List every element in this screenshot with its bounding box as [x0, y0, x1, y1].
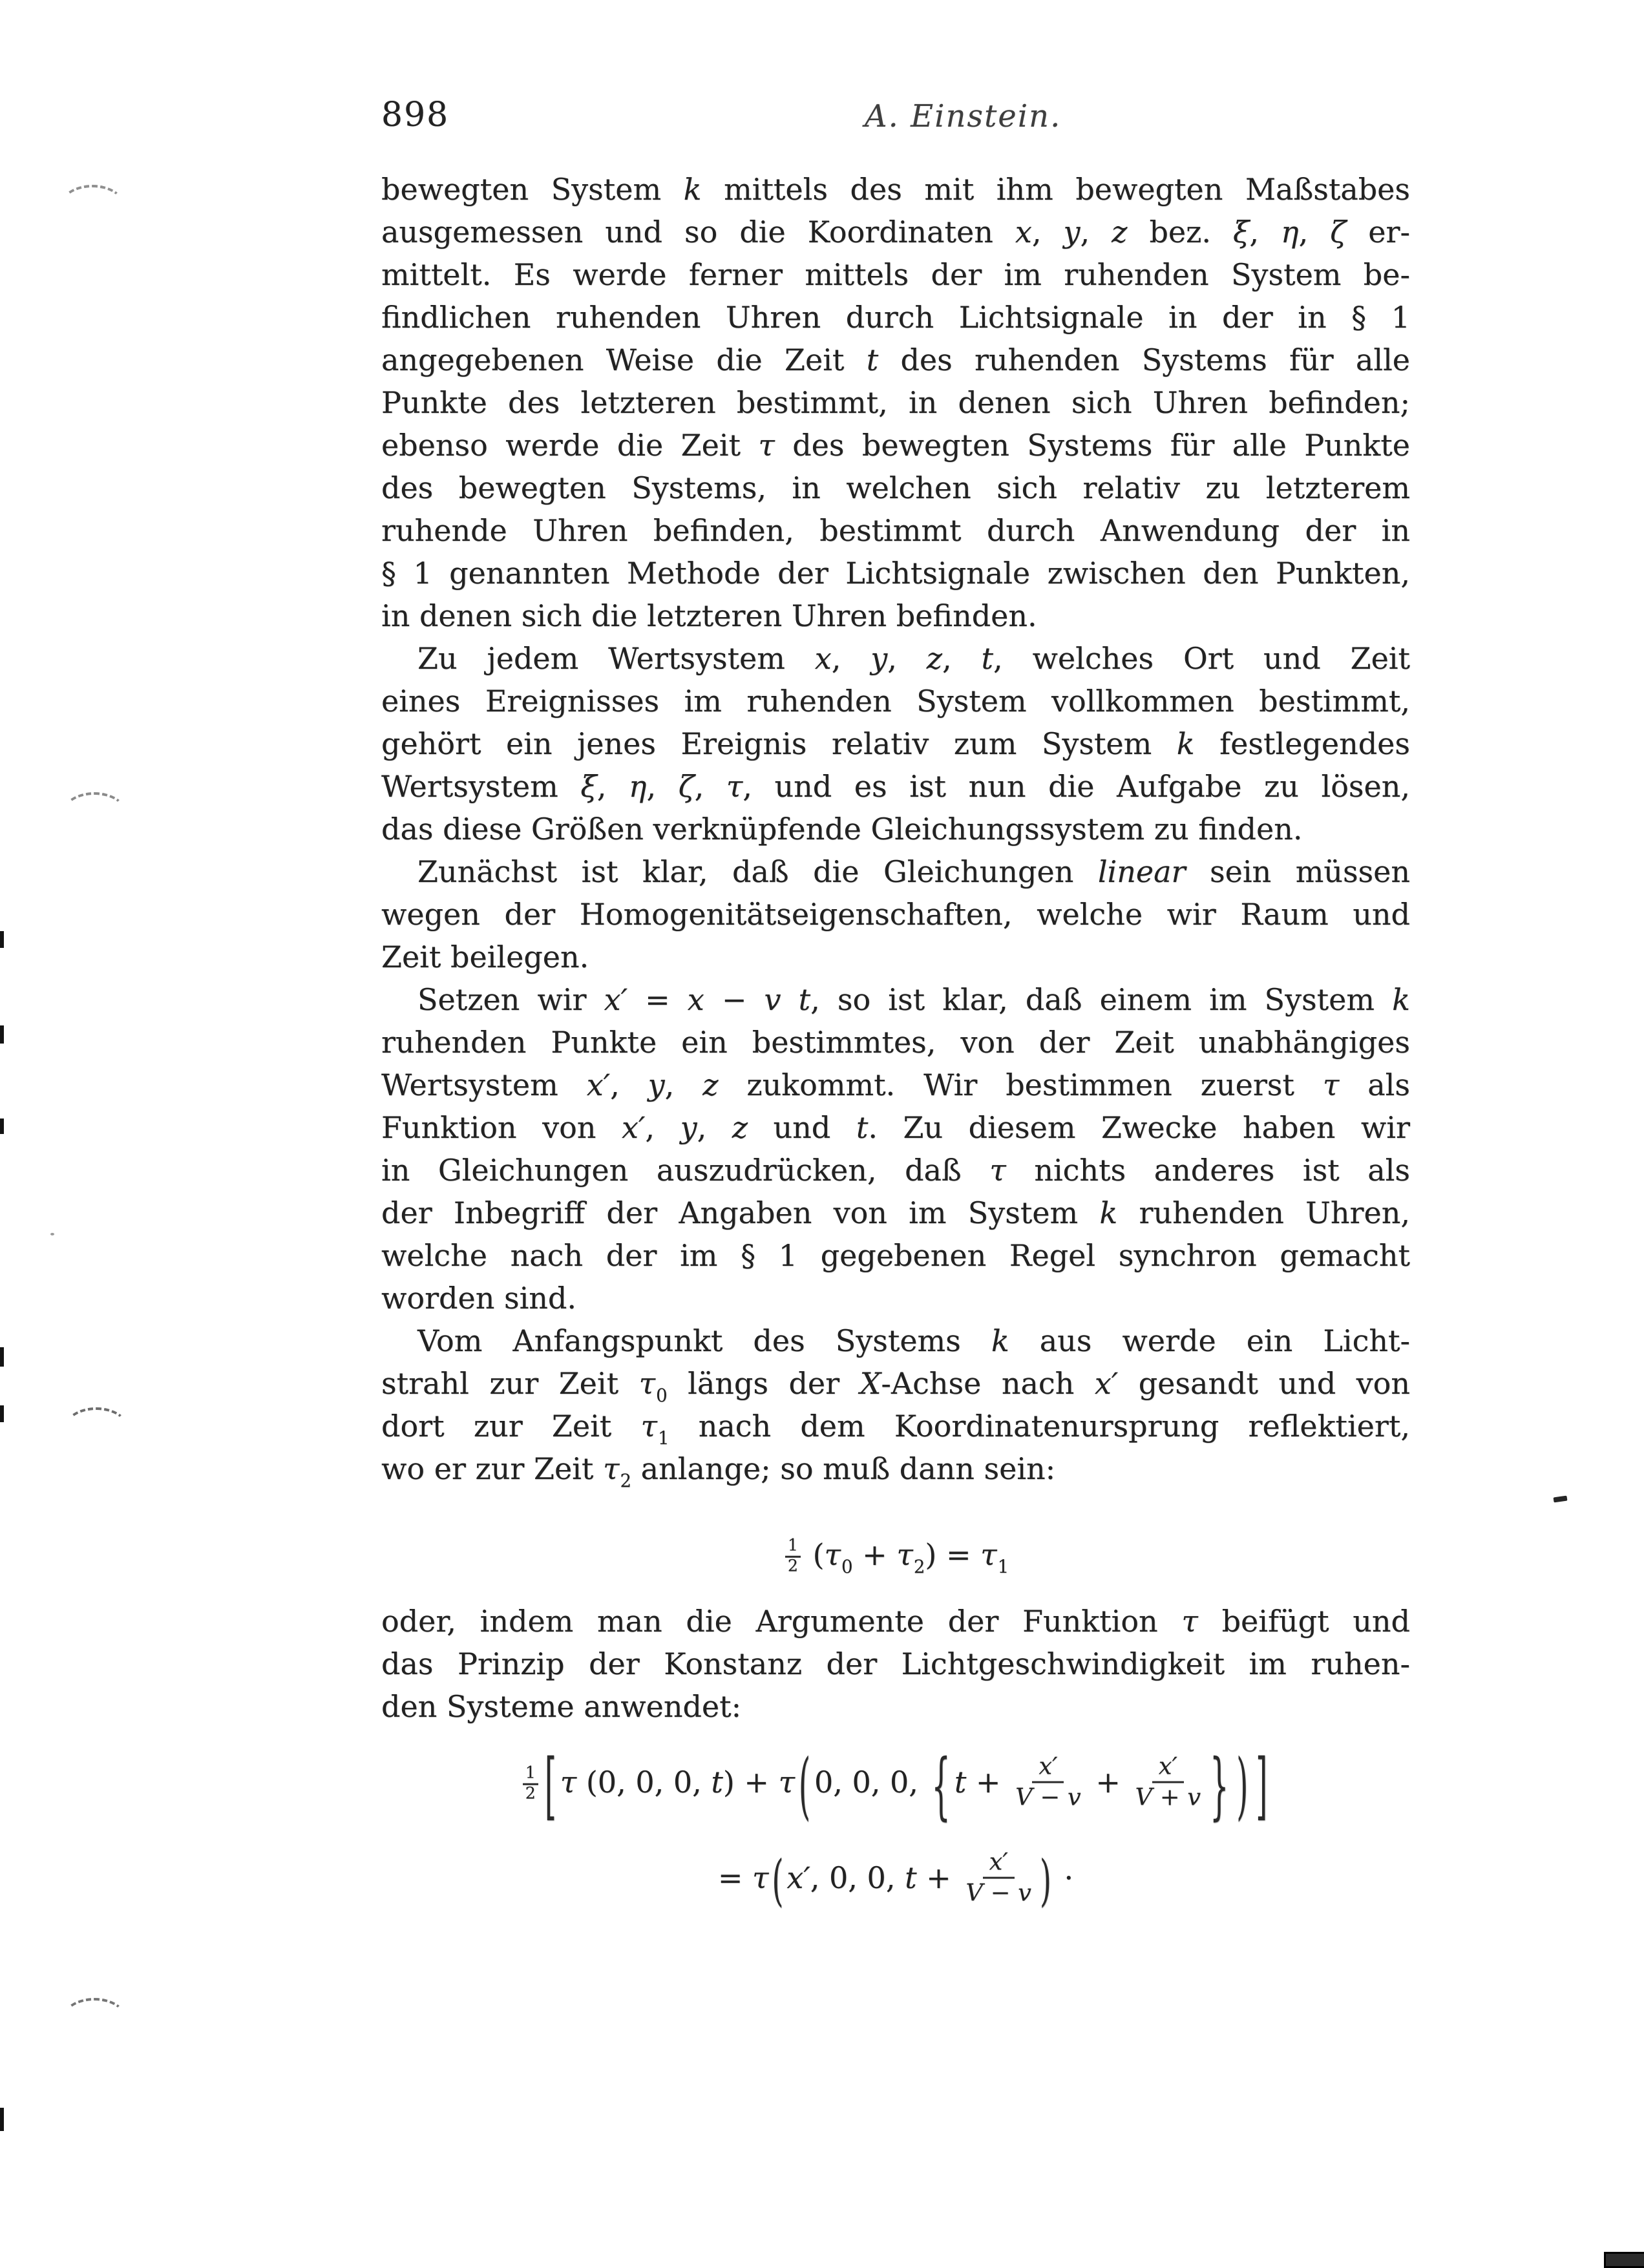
ink-dash-artifact	[1554, 1496, 1568, 1503]
margin-tick-artifact	[0, 1405, 4, 1422]
equation-tau-expanded-line1: $\frac{1}{2}$ [ τ (0, 0, 0, t) + τ ( 0, 0, 0, { t + $\frac{x'}{V - v}$ + $\frac{x'}{V + v}$ } ) ]	[381, 1732, 1410, 1832]
text-line: oder, indem man die Argumente der Funktion τ beifügt und	[381, 1604, 1410, 1639]
margin-tick-artifact	[0, 1118, 4, 1134]
text-line: Vom Anfangspunkt des Systems k aus werde ein Licht-	[417, 1323, 1410, 1358]
fraction: $\frac{x'}{V - v}$	[965, 1847, 1031, 1907]
fraction: $\frac{1}{2}$	[785, 1537, 801, 1576]
text-line: ebenso werde die Zeit τ des bewegten Systems für alle Punkte	[381, 428, 1410, 463]
margin-tick-artifact	[0, 2108, 4, 2131]
text-line: Funktion von x′, y, z und t. Zu diesem Zwecke haben wir	[381, 1110, 1410, 1145]
text-line: findlichen ruhenden Uhren durch Lichtsignale in der in § 1	[381, 300, 1410, 335]
equation-half-tau: $\frac{1}{2}$ $(\tau_0 + \tau_2) = \tau_1$	[381, 1509, 1410, 1600]
scan-arc-artifact	[63, 1407, 129, 1451]
equation-tau-expanded-line2: = τ ( x′, 0, 0, t + $\frac{x'}{V - v}$ ) ·	[717, 1847, 1074, 1913]
ink-dot-artifact	[50, 1233, 54, 1235]
fraction: $\frac{1}{2}$	[523, 1765, 538, 1803]
text-line: Zeit beilegen.	[381, 940, 589, 974]
text-line: der Inbegriff der Angaben von im System k ruhenden Uhren,	[381, 1195, 1410, 1230]
body-text-column	[381, 168, 1410, 1923]
scan-arc-artifact	[61, 1998, 127, 2042]
text-line: eines Ereignisses im ruhenden System vollkommen bestimmt,	[381, 684, 1410, 719]
fraction: $\frac{x'}{V - v}$	[1015, 1752, 1081, 1811]
text-line: worden sind.	[381, 1281, 576, 1316]
text-line: bewegten System k mittels des mit ihm bewegten Maßstabes	[381, 172, 1410, 207]
text-line: Punkte des letzteren bestimmt, in denen sich Uhren befinden;	[381, 385, 1410, 420]
text-line: das diese Größen verknüpfende Gleichungssystem zu finden.	[381, 812, 1303, 846]
text-line: des bewegten Systems, in welchen sich relativ zu letzterem	[381, 470, 1410, 505]
scan-arc-artifact	[61, 792, 127, 836]
text-line: ruhende Uhren befinden, bestimmt durch Anwendung der in	[381, 513, 1410, 548]
text-line: dort zur Zeit $\tau_1$ nach dem Koordinatenursprung reflektiert,	[381, 1409, 1410, 1449]
text-line: in denen sich die letzteren Uhren befinden.	[381, 598, 1037, 633]
text-line: welche nach der im § 1 gegebenen Regel synchron gemacht	[381, 1238, 1410, 1273]
text-line: strahl zur Zeit $\tau_0$ längs der X-Achse nach x′ gesandt und von	[381, 1366, 1410, 1407]
text-line: Setzen wir x′ = x − v t, so ist klar, daß einem im System k	[417, 982, 1410, 1017]
page-number: 898	[381, 96, 450, 134]
text-line: Wertsystem x′, y, z zukommt. Wir bestimmen zuerst τ als	[381, 1067, 1410, 1102]
text-line: das Prinzip der Konstanz der Lichtgeschwindigkeit im ruhen-	[381, 1646, 1410, 1681]
margin-tick-artifact	[0, 1347, 4, 1367]
text-line: Zunächst ist klar, daß die Gleichungen linear sein müssen	[417, 854, 1410, 889]
text-line: Zu jedem Wertsystem x, y, z, t, welches Ort und Zeit	[417, 641, 1410, 676]
text-line: den Systeme anwendet:	[381, 1689, 742, 1724]
text-line: Wertsystem ξ, η, ζ, τ, und es ist nun die Aufgabe zu lösen,	[381, 769, 1410, 804]
margin-tick-artifact	[0, 1025, 4, 1044]
text-line: ausgemessen und so die Koordinaten x, y, z bez. ξ, η, ζ er-	[381, 215, 1410, 249]
text-line: gehört ein jenes Ereignis relativ zum System k festlegendes	[381, 726, 1410, 761]
text-line: § 1 genannten Methode der Lichtsignale zwischen den Punkten,	[381, 556, 1410, 591]
text-line: angegebenen Weise die Zeit t des ruhenden Systems für alle	[381, 342, 1410, 377]
text-line: ruhenden Punkte ein bestimmtes, von der Zeit unabhängiges	[381, 1025, 1410, 1060]
running-head: A. Einstein.	[865, 98, 1062, 134]
fraction: $\frac{x'}{V + v}$	[1135, 1752, 1201, 1811]
margin-tick-artifact	[0, 931, 4, 948]
text-line: wo er zur Zeit $\tau_2$ anlange; so muß dann sein:	[381, 1451, 1056, 1492]
text-line: in Gleichungen auszudrücken, daß τ nichts anderes ist als	[381, 1153, 1410, 1188]
scan-corner-mark	[1604, 2252, 1644, 2268]
text-line: mittelt. Es werde ferner mittels der im ruhenden System be-	[381, 257, 1410, 292]
text-line: wegen der Homogenitätseigenschaften, welche wir Raum und	[381, 897, 1410, 932]
scan-arc-artifact	[59, 185, 125, 229]
